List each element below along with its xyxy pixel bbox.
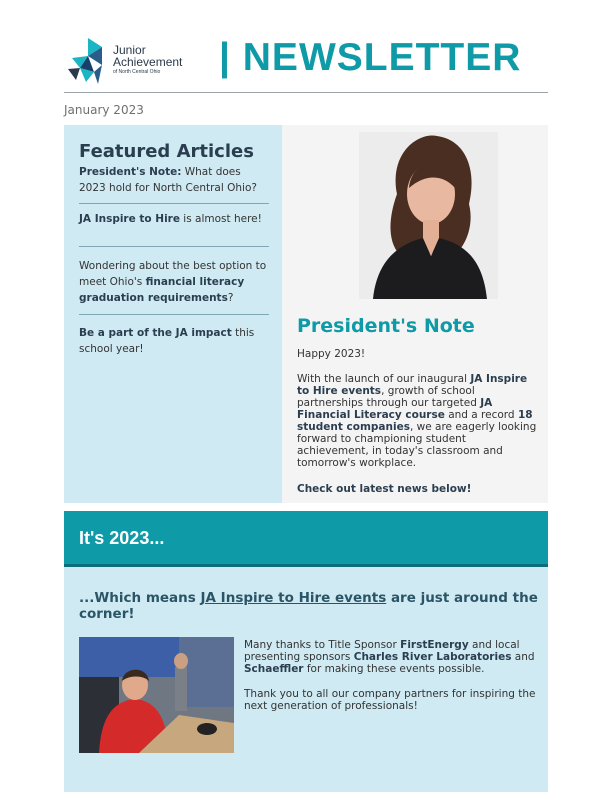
featured-divider xyxy=(79,246,269,247)
featured-divider xyxy=(79,314,269,315)
partner-thanks: Thank you to all our company partners for inspiring the next generation of professionals! xyxy=(244,688,536,712)
inspire-to-hire-link[interactable]: JA Inspire to Hire events xyxy=(200,590,387,606)
header-rule xyxy=(64,92,548,93)
featured-item-ja-impact[interactable]: Be a part of the JA impact this school year! xyxy=(79,327,255,355)
featured-item-financial-literacy[interactable]: Wondering about the best option to meet Ohio's financial literacy graduation requirements? xyxy=(79,260,267,304)
newsletter-title xyxy=(219,36,521,80)
presidents-note-heading: President's Note xyxy=(297,315,475,337)
featured-item-presidents-note[interactable]: President's Note: What does 2023 hold for North Central Ohio? xyxy=(79,166,257,194)
featured-heading: Featured Articles xyxy=(79,141,254,162)
event-photo xyxy=(79,637,234,753)
logo-line3: of North Central Ohio xyxy=(113,69,161,75)
president-portrait-image xyxy=(359,132,498,299)
newsletter-header xyxy=(64,30,548,92)
presidents-note-body: With the launch of our inaugural JA Inspire to Hire events, growth of school partnerships through our targeted JA Financial Literacy course and a record 18 student companies, we are eagerly looking forward to championing student achievement, in today's classroom and tomorrow's workplace. xyxy=(297,373,537,469)
president-photo xyxy=(359,132,498,299)
featured-item-inspire-to-hire[interactable]: JA Inspire to Hire is almost here! xyxy=(79,213,262,225)
inspire-heading: ...Which means JA Inspire to Hire events are just around the corner! xyxy=(79,590,538,622)
inspire-to-hire-section xyxy=(64,567,548,792)
featured-articles-panel xyxy=(64,125,282,503)
title-divider: | xyxy=(219,36,231,79)
presidents-note-panel xyxy=(282,125,548,503)
ja-triangle-logo-icon xyxy=(68,38,110,84)
presidents-greeting: Happy 2023! xyxy=(297,348,366,360)
featured-divider xyxy=(79,203,269,204)
logo-line1: Junior xyxy=(113,43,146,57)
logo-line2: Achievement xyxy=(113,55,183,69)
title-text: NEWSLETTER xyxy=(242,36,522,79)
event-students-image xyxy=(79,637,234,753)
sponsor-thanks: Many thanks to Title Sponsor FirstEnergy and local presenting sponsors Charles River Laboratories and Schaeffler for making these events possible. xyxy=(244,639,535,675)
issue-date: January 2023 xyxy=(64,103,144,117)
junior-achievement-logo[interactable] xyxy=(68,38,208,86)
band-title: It's 2023... xyxy=(79,528,165,548)
presidents-cta[interactable]: Check out latest news below! xyxy=(297,483,472,495)
section-band xyxy=(64,511,548,564)
